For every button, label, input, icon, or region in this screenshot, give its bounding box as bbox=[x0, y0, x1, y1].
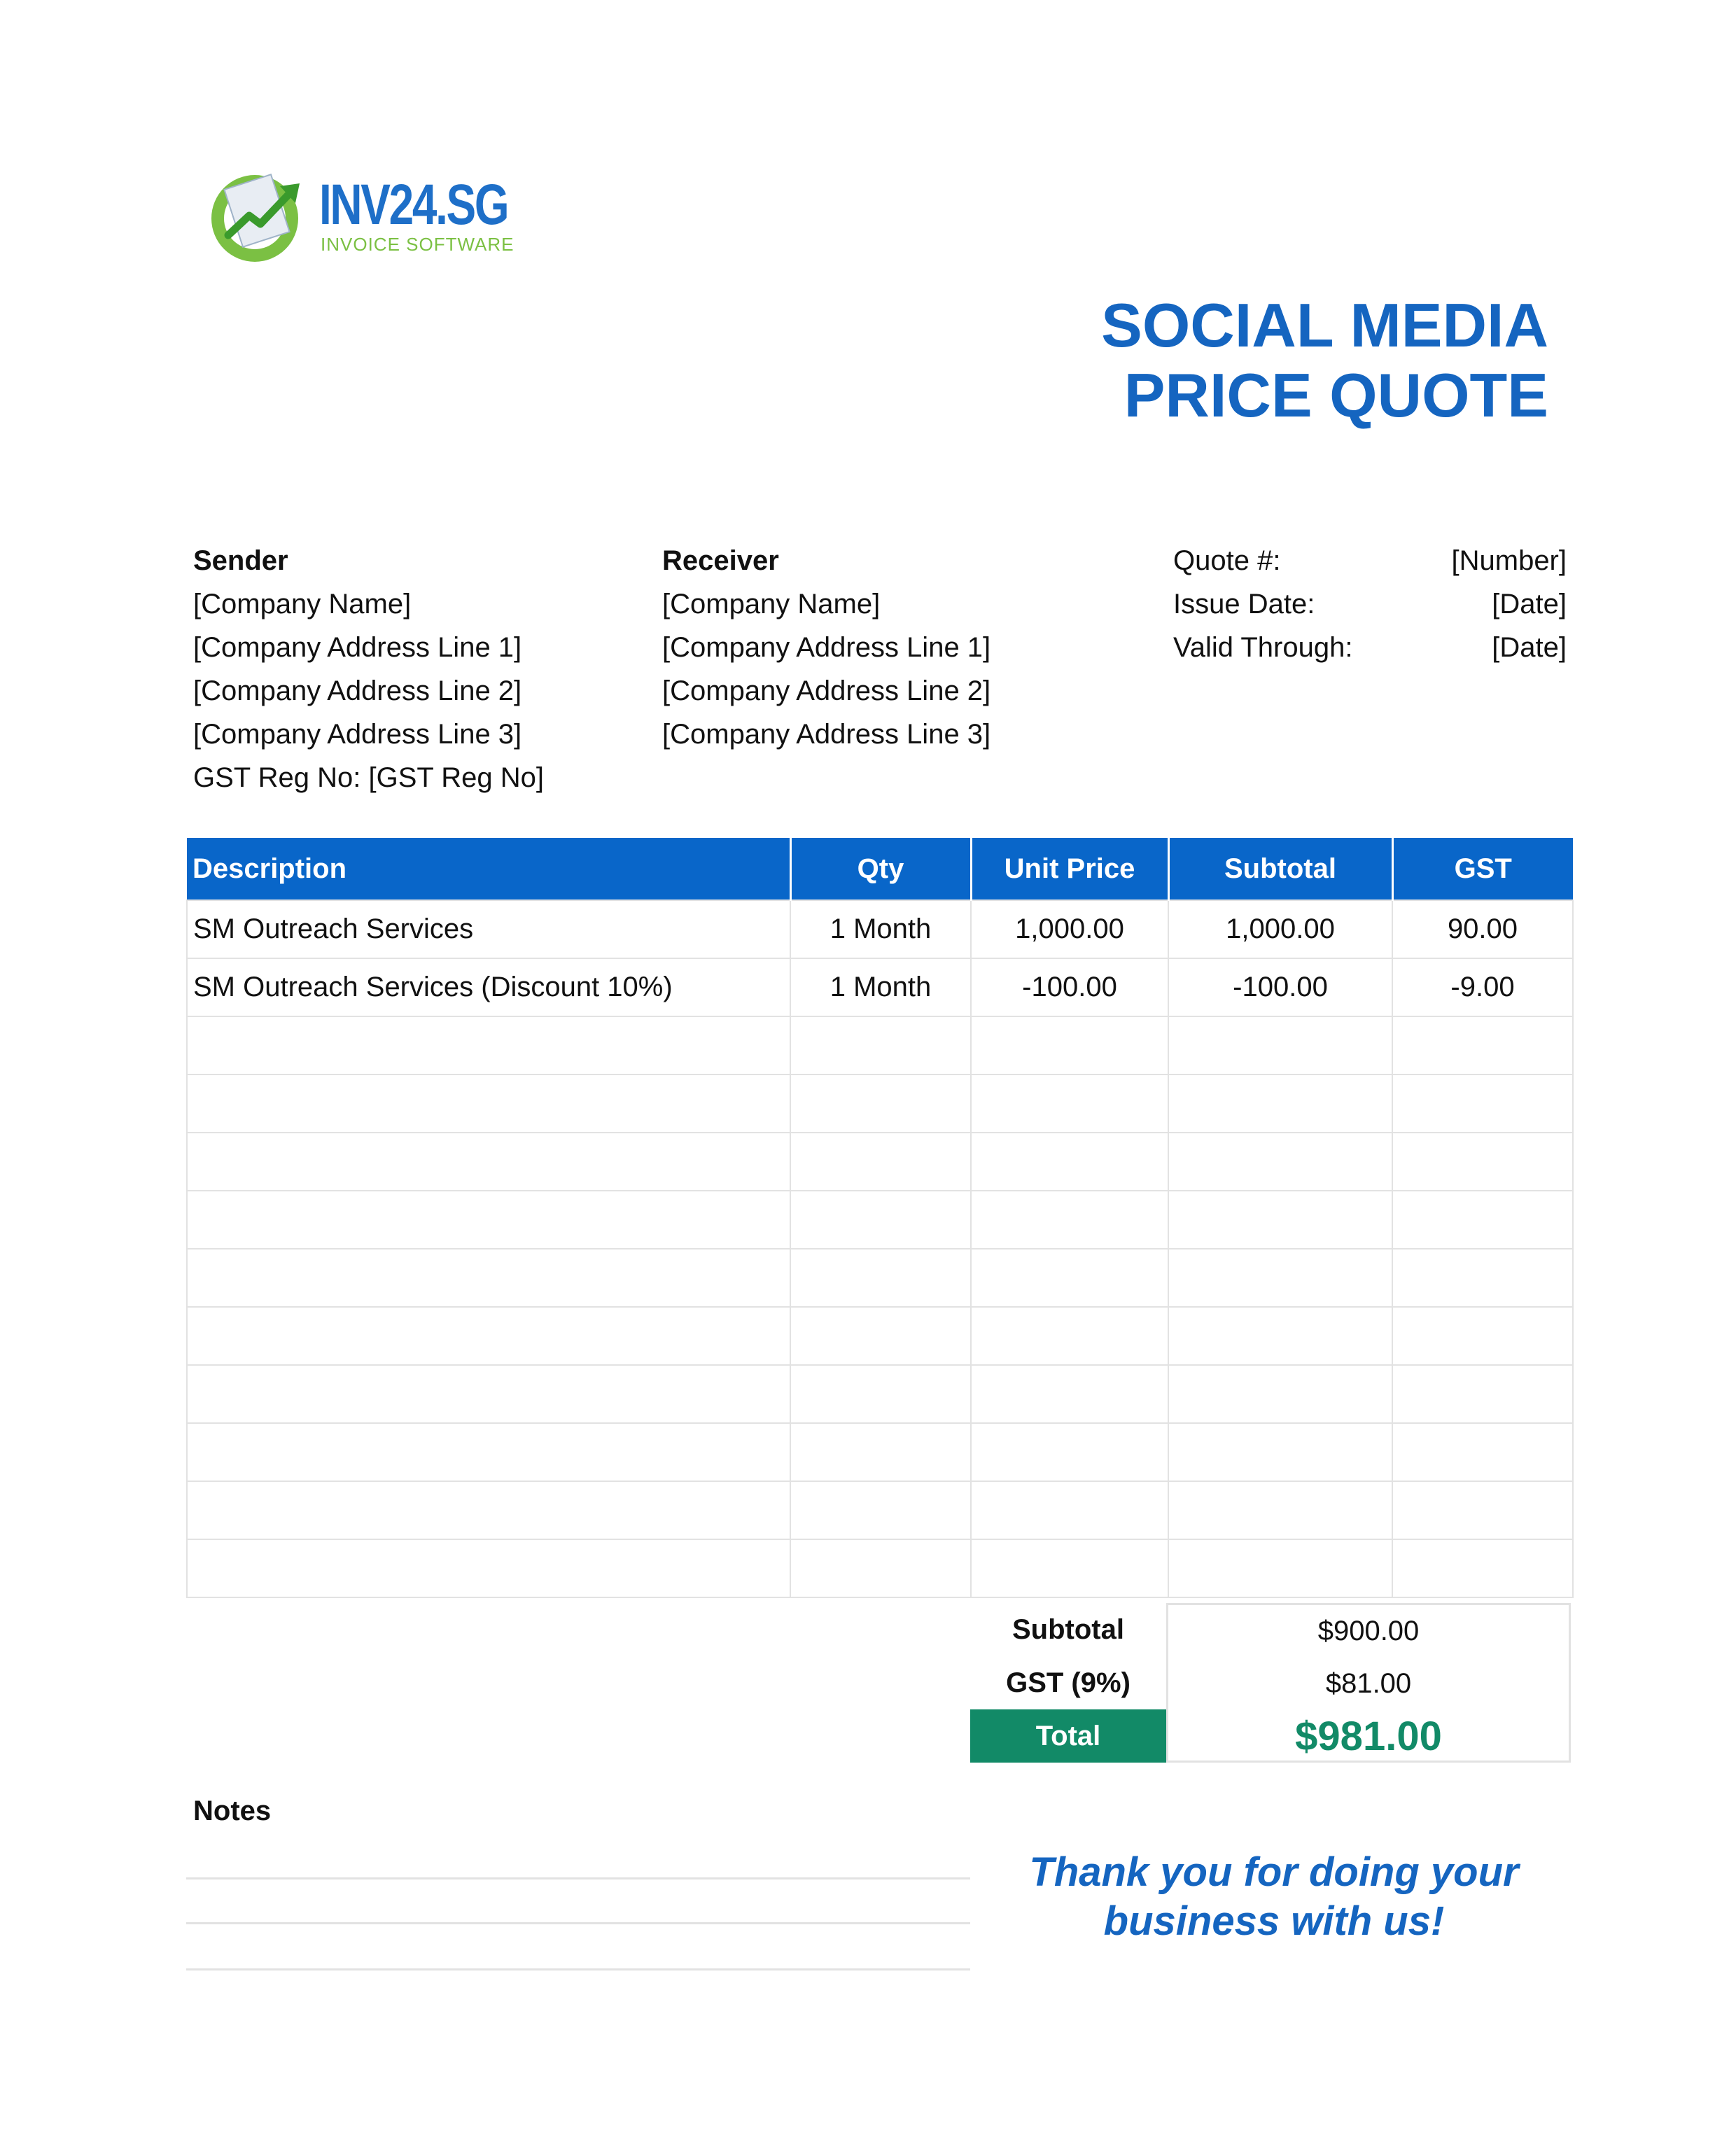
cell-qty: 1 Month bbox=[790, 958, 971, 1016]
total-value: $981.00 bbox=[1295, 1714, 1442, 1759]
cell-empty bbox=[187, 1423, 790, 1481]
cell-empty bbox=[1392, 1249, 1573, 1307]
logo-tagline: INVOICE SOFTWARE bbox=[321, 234, 514, 255]
header-description: Description bbox=[187, 838, 790, 900]
cell-empty bbox=[187, 1481, 790, 1539]
total-label: Total bbox=[970, 1709, 1166, 1763]
valid-through-row bbox=[1173, 626, 1567, 669]
receiver-address-1: [Company Address Line 1] bbox=[662, 632, 991, 663]
cell-empty bbox=[1168, 1307, 1392, 1365]
cell-empty bbox=[971, 1539, 1168, 1597]
cell-empty bbox=[1392, 1307, 1573, 1365]
thank-you-message bbox=[1008, 1848, 1540, 1946]
cell-empty bbox=[1392, 1191, 1573, 1249]
cell-empty bbox=[790, 1074, 971, 1133]
notes-line bbox=[186, 1968, 970, 1970]
valid-through-value: [Date] bbox=[1492, 632, 1567, 663]
sender-block bbox=[193, 539, 544, 799]
cell-gst: -9.00 bbox=[1392, 958, 1573, 1016]
receiver-address-2: [Company Address Line 2] bbox=[662, 676, 991, 706]
table-row-empty bbox=[187, 1016, 1573, 1074]
cell-empty bbox=[1168, 1481, 1392, 1539]
cell-empty bbox=[790, 1016, 971, 1074]
sender-address-2: [Company Address Line 2] bbox=[193, 676, 522, 706]
table-row-empty bbox=[187, 1307, 1573, 1365]
table-row bbox=[187, 958, 1573, 1016]
table-row-empty bbox=[187, 1365, 1573, 1423]
cell-empty bbox=[1168, 1191, 1392, 1249]
table-row-empty bbox=[187, 1074, 1573, 1133]
sender-company: [Company Name] bbox=[193, 589, 412, 620]
cell-empty bbox=[790, 1133, 971, 1191]
cell-empty bbox=[1392, 1423, 1573, 1481]
receiver-address-3: [Company Address Line 3] bbox=[662, 719, 991, 750]
cell-empty bbox=[187, 1016, 790, 1074]
cell-empty bbox=[971, 1191, 1168, 1249]
cell-empty bbox=[187, 1249, 790, 1307]
cell-empty bbox=[790, 1249, 971, 1307]
cell-empty bbox=[187, 1539, 790, 1597]
cell-empty bbox=[971, 1016, 1168, 1074]
cell-empty bbox=[1392, 1539, 1573, 1597]
subtotal-label: Subtotal bbox=[1012, 1614, 1124, 1645]
receiver-company: [Company Name] bbox=[662, 589, 881, 620]
header-subtotal: Subtotal bbox=[1168, 838, 1392, 900]
table-row-empty bbox=[187, 1191, 1573, 1249]
cell-empty bbox=[1168, 1249, 1392, 1307]
cell-empty bbox=[1392, 1133, 1573, 1191]
cell-empty bbox=[1168, 1423, 1392, 1481]
cell-empty bbox=[1392, 1016, 1573, 1074]
cell-empty bbox=[187, 1133, 790, 1191]
header-unit-price: Unit Price bbox=[971, 838, 1168, 900]
thank-you-line-2: business with us! bbox=[1103, 1898, 1445, 1944]
table-row-empty bbox=[187, 1481, 1573, 1539]
cell-empty bbox=[971, 1423, 1168, 1481]
company-logo bbox=[207, 167, 515, 265]
table-row-empty bbox=[187, 1133, 1573, 1191]
cell-empty bbox=[1168, 1074, 1392, 1133]
sender-address-1: [Company Address Line 1] bbox=[193, 632, 522, 663]
receiver-block bbox=[662, 539, 990, 756]
cell-empty bbox=[187, 1191, 790, 1249]
title-line-2: PRICE QUOTE bbox=[1124, 360, 1548, 430]
cell-empty bbox=[1168, 1133, 1392, 1191]
notes-heading: Notes bbox=[193, 1795, 272, 1826]
issue-date-row bbox=[1173, 582, 1567, 626]
gst-value: $81.00 bbox=[1325, 1668, 1412, 1699]
sender-address-3: [Company Address Line 3] bbox=[193, 719, 522, 750]
cell-description: SM Outreach Services (Discount 10%) bbox=[187, 958, 790, 1016]
gst-label: GST (9%) bbox=[1006, 1667, 1130, 1698]
header-qty: Qty bbox=[790, 838, 971, 900]
cell-empty bbox=[790, 1423, 971, 1481]
cell-empty bbox=[1392, 1365, 1573, 1423]
notes-line bbox=[186, 1877, 970, 1879]
cell-empty bbox=[971, 1133, 1168, 1191]
cell-empty bbox=[1392, 1481, 1573, 1539]
cell-unit-price: 1,000.00 bbox=[971, 900, 1168, 958]
quote-number-row bbox=[1173, 539, 1567, 582]
quote-number-value: [Number] bbox=[1451, 545, 1567, 576]
logo-growth-icon bbox=[207, 167, 312, 265]
cell-description: SM Outreach Services bbox=[187, 900, 790, 958]
cell-empty bbox=[790, 1481, 971, 1539]
cell-empty bbox=[971, 1074, 1168, 1133]
table-row-empty bbox=[187, 1249, 1573, 1307]
issue-date-label: Issue Date: bbox=[1173, 589, 1315, 620]
cell-empty bbox=[790, 1539, 971, 1597]
cell-empty bbox=[187, 1074, 790, 1133]
subtotal-value: $900.00 bbox=[1317, 1616, 1420, 1646]
table-row-empty bbox=[187, 1539, 1573, 1597]
cell-empty bbox=[971, 1365, 1168, 1423]
header-gst: GST bbox=[1392, 838, 1573, 900]
cell-empty bbox=[1168, 1365, 1392, 1423]
quote-number-label: Quote #: bbox=[1173, 545, 1281, 576]
document-title bbox=[1101, 290, 1548, 430]
title-line-1: SOCIAL MEDIA bbox=[1101, 290, 1548, 360]
cell-empty bbox=[1392, 1074, 1573, 1133]
totals-labels bbox=[970, 1603, 1166, 1763]
table-header-row bbox=[187, 838, 1573, 900]
notes-line bbox=[186, 1922, 970, 1924]
cell-subtotal: 1,000.00 bbox=[1168, 900, 1392, 958]
issue-date-value: [Date] bbox=[1492, 589, 1567, 620]
totals-values bbox=[1166, 1603, 1571, 1763]
items-table bbox=[186, 838, 1574, 1598]
sender-gst: GST Reg No: [GST Reg No] bbox=[193, 762, 544, 793]
receiver-heading: Receiver bbox=[662, 545, 779, 576]
quote-info bbox=[1173, 539, 1567, 669]
cell-empty bbox=[971, 1249, 1168, 1307]
valid-through-label: Valid Through: bbox=[1173, 632, 1353, 663]
cell-unit-price: -100.00 bbox=[971, 958, 1168, 1016]
cell-empty bbox=[971, 1481, 1168, 1539]
cell-gst: 90.00 bbox=[1392, 900, 1573, 958]
cell-empty bbox=[790, 1191, 971, 1249]
table-row-empty bbox=[187, 1423, 1573, 1481]
cell-empty bbox=[790, 1307, 971, 1365]
cell-empty bbox=[187, 1365, 790, 1423]
sender-heading: Sender bbox=[193, 545, 288, 576]
cell-subtotal: -100.00 bbox=[1168, 958, 1392, 1016]
cell-empty bbox=[1168, 1539, 1392, 1597]
cell-empty bbox=[187, 1307, 790, 1365]
cell-empty bbox=[971, 1307, 1168, 1365]
table-row bbox=[187, 900, 1573, 958]
cell-empty bbox=[790, 1365, 971, 1423]
cell-empty bbox=[1168, 1016, 1392, 1074]
logo-brand-text: INV24.SG bbox=[319, 173, 508, 237]
thank-you-line-1: Thank you for doing your bbox=[1029, 1849, 1519, 1895]
cell-qty: 1 Month bbox=[790, 900, 971, 958]
